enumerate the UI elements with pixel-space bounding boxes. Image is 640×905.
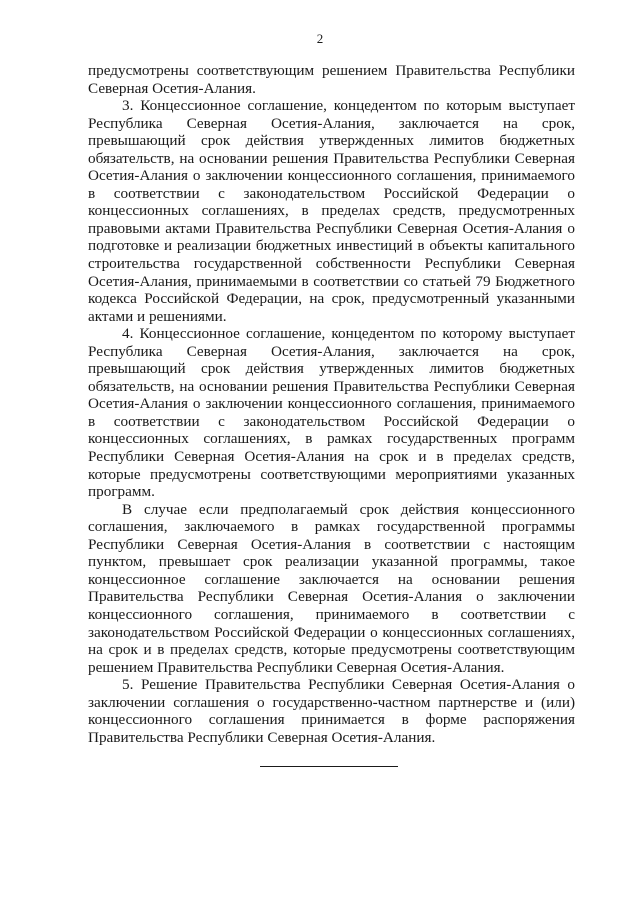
paragraph-item-4-addendum: В случае если предполагаемый срок действия концессионного соглашения, заключаемого в рамках государственной программы Республики Северная Осетия-Алания в соответствии с настоящим пунктом, превышает срок реализации указанной программы, такое концессионное соглашение заключается на основании решения Правительства Республики Северная Осетия-Алания о заключении концессионного соглашения, принимаемого в соответствии с законодательством Российской Федерации о концессионных соглашениях, на срок и в пределах средств, которые предусмотрены соответствующим решением Правительства Республики Северная Осетия-Алания. — [88, 500, 575, 676]
document-body — [88, 62, 575, 746]
paragraph-item-5: 5. Решение Правительства Республики Северная Осетия-Алания о заключении соглашения о государственно-частном партнерстве и (или) концессионного соглашения принимается в форме распоряжения Правительства Республики Северная Осетия-Алания. — [88, 676, 575, 746]
page-number: 2 — [316, 31, 324, 46]
closing-divider-line — [260, 766, 398, 767]
paragraph-continuation: предусмотрены соответствующим решением Правительства Республики Северная Осетия-Алания. — [88, 62, 575, 97]
paragraph-item-4: 4. Концессионное соглашение, концедентом по которому выступает Республика Северная Осетия-Алания, заключается на срок, превышающий срок действия утвержденных лимитов бюджетных обязательств, на основании решения Правительства Республики Северная Осетия-Алания о заключении концессионного соглашения, принимаемого в соответствии с законодательством Российской Федерации о концессионных соглашениях, в рамках государственных программ Республики Северная Осетия-Алания на срок и в пределах средств, которые предусмотрены соответствующими мероприятиями указанных программ. — [88, 325, 575, 501]
paragraph-item-3: 3. Концессионное соглашение, концедентом по которым выступает Республика Северная Осетия-Алания, заключается на срок, превышающий срок действия утвержденных лимитов бюджетных обязательств, на основании решения Правительства Республики Северная Осетия-Алания о заключении концессионного соглашения, принимаемого в соответствии с законодательством Российской Федерации о концессионных соглашениях, в пределах средств, предусмотренных правовыми актами Правительства Республики Северная Осетия-Алания о подготовке и реализации бюджетных инвестиций в объекты капитального строительства государственной собственности Республики Северная Осетия-Алания, принимаемыми в соответствии со статьей 79 Бюджетного кодекса Российской Федерации, на срок, предусмотренный указанными актами и решениями. — [88, 97, 575, 325]
